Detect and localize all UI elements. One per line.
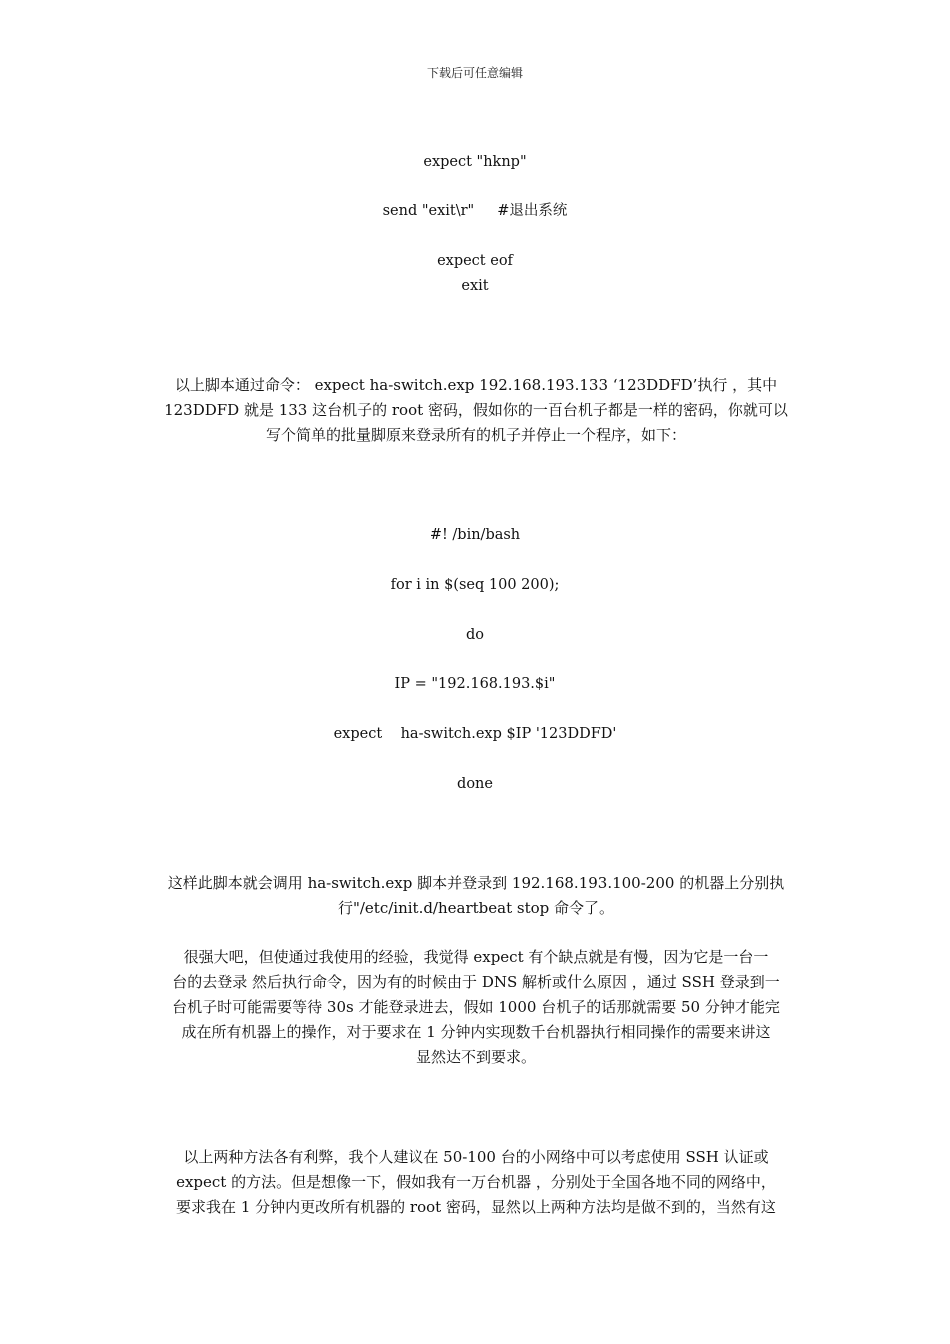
code-line: expect eof [437, 253, 513, 269]
code-line: send "exit\r" #退出系统 [382, 203, 568, 219]
code-line: exit [461, 278, 489, 294]
paragraph-line: 成在所有机器上的操作，对于要求在 1 分钟内实现数千台机器执行相同操作的需要来讲这 [181, 1023, 771, 1041]
code-line: IP = "192.168.193.$i" [394, 676, 556, 692]
paragraph [148, 1145, 804, 1220]
code-line: for i in $(seq 100 200); [390, 577, 560, 593]
code-line: #! /bin/bash [429, 527, 521, 543]
paragraph-line: 123DDFD 就是 133 这台机子的 root 密码，假如你的一百台机子都是一样的密码，你就可以 [164, 401, 788, 419]
paragraph [148, 373, 804, 448]
paragraph-line: 台的去登录 然后执行命令，因为有的时候由于 DNS 解析或什么原因 ，通过 SSH 登录到一 [172, 973, 780, 991]
paragraph-line: 要求我在 1 分钟内更改所有机器的 root 密码，显然以上两种方法均是做不到的，当然有这 [176, 1198, 776, 1216]
paragraph-line: 行"/etc/init.d/heartbeat stop 命令了。 [337, 899, 615, 917]
code-line: expect "hknp" [423, 154, 527, 170]
paragraph-line: 显然达不到要求。 [415, 1048, 536, 1066]
paragraph-line: 这样此脚本就会调用 ha-switch.exp 脚本并登录到 192.168.193.100-200 的机器上分别执 [167, 874, 785, 892]
code-line: do [465, 627, 484, 643]
paragraph-line: expect 的方法。但是想像一下，假如我有一万台机器 ，分别处于全国各地不同的网络中， [176, 1173, 776, 1191]
paragraph-line: 以上两种方法各有利弊，我个人建议在 50-100 台的小网络中可以考虑使用 SSH 认证或 [183, 1148, 769, 1166]
code-line: expect ha-switch.exp $IP '123DDFD' [333, 726, 617, 742]
paragraph-line: 很强大吧，但使通过我使用的经验，我觉得 expect 有个缺点就是有慢，因为它是一台一 [183, 948, 769, 966]
paragraph [148, 871, 804, 921]
paragraph [148, 945, 804, 1070]
paragraph-line: 台机子时可能需要等待 30s 才能登录进去，假如 1000 台机子的话那就需要 50 分钟才能完 [172, 998, 780, 1016]
paragraph-line: 写个简单的批量脚原来登录所有的机子并停止一个程序，如下： [265, 426, 686, 444]
paragraph-line: 以上脚本通过命令： expect ha-switch.exp 192.168.193.133 ‘123DDFD’执行 ，其中 [174, 376, 778, 394]
code-line: done [457, 776, 493, 792]
page-header: 下载后可任意编辑 [426, 66, 523, 80]
